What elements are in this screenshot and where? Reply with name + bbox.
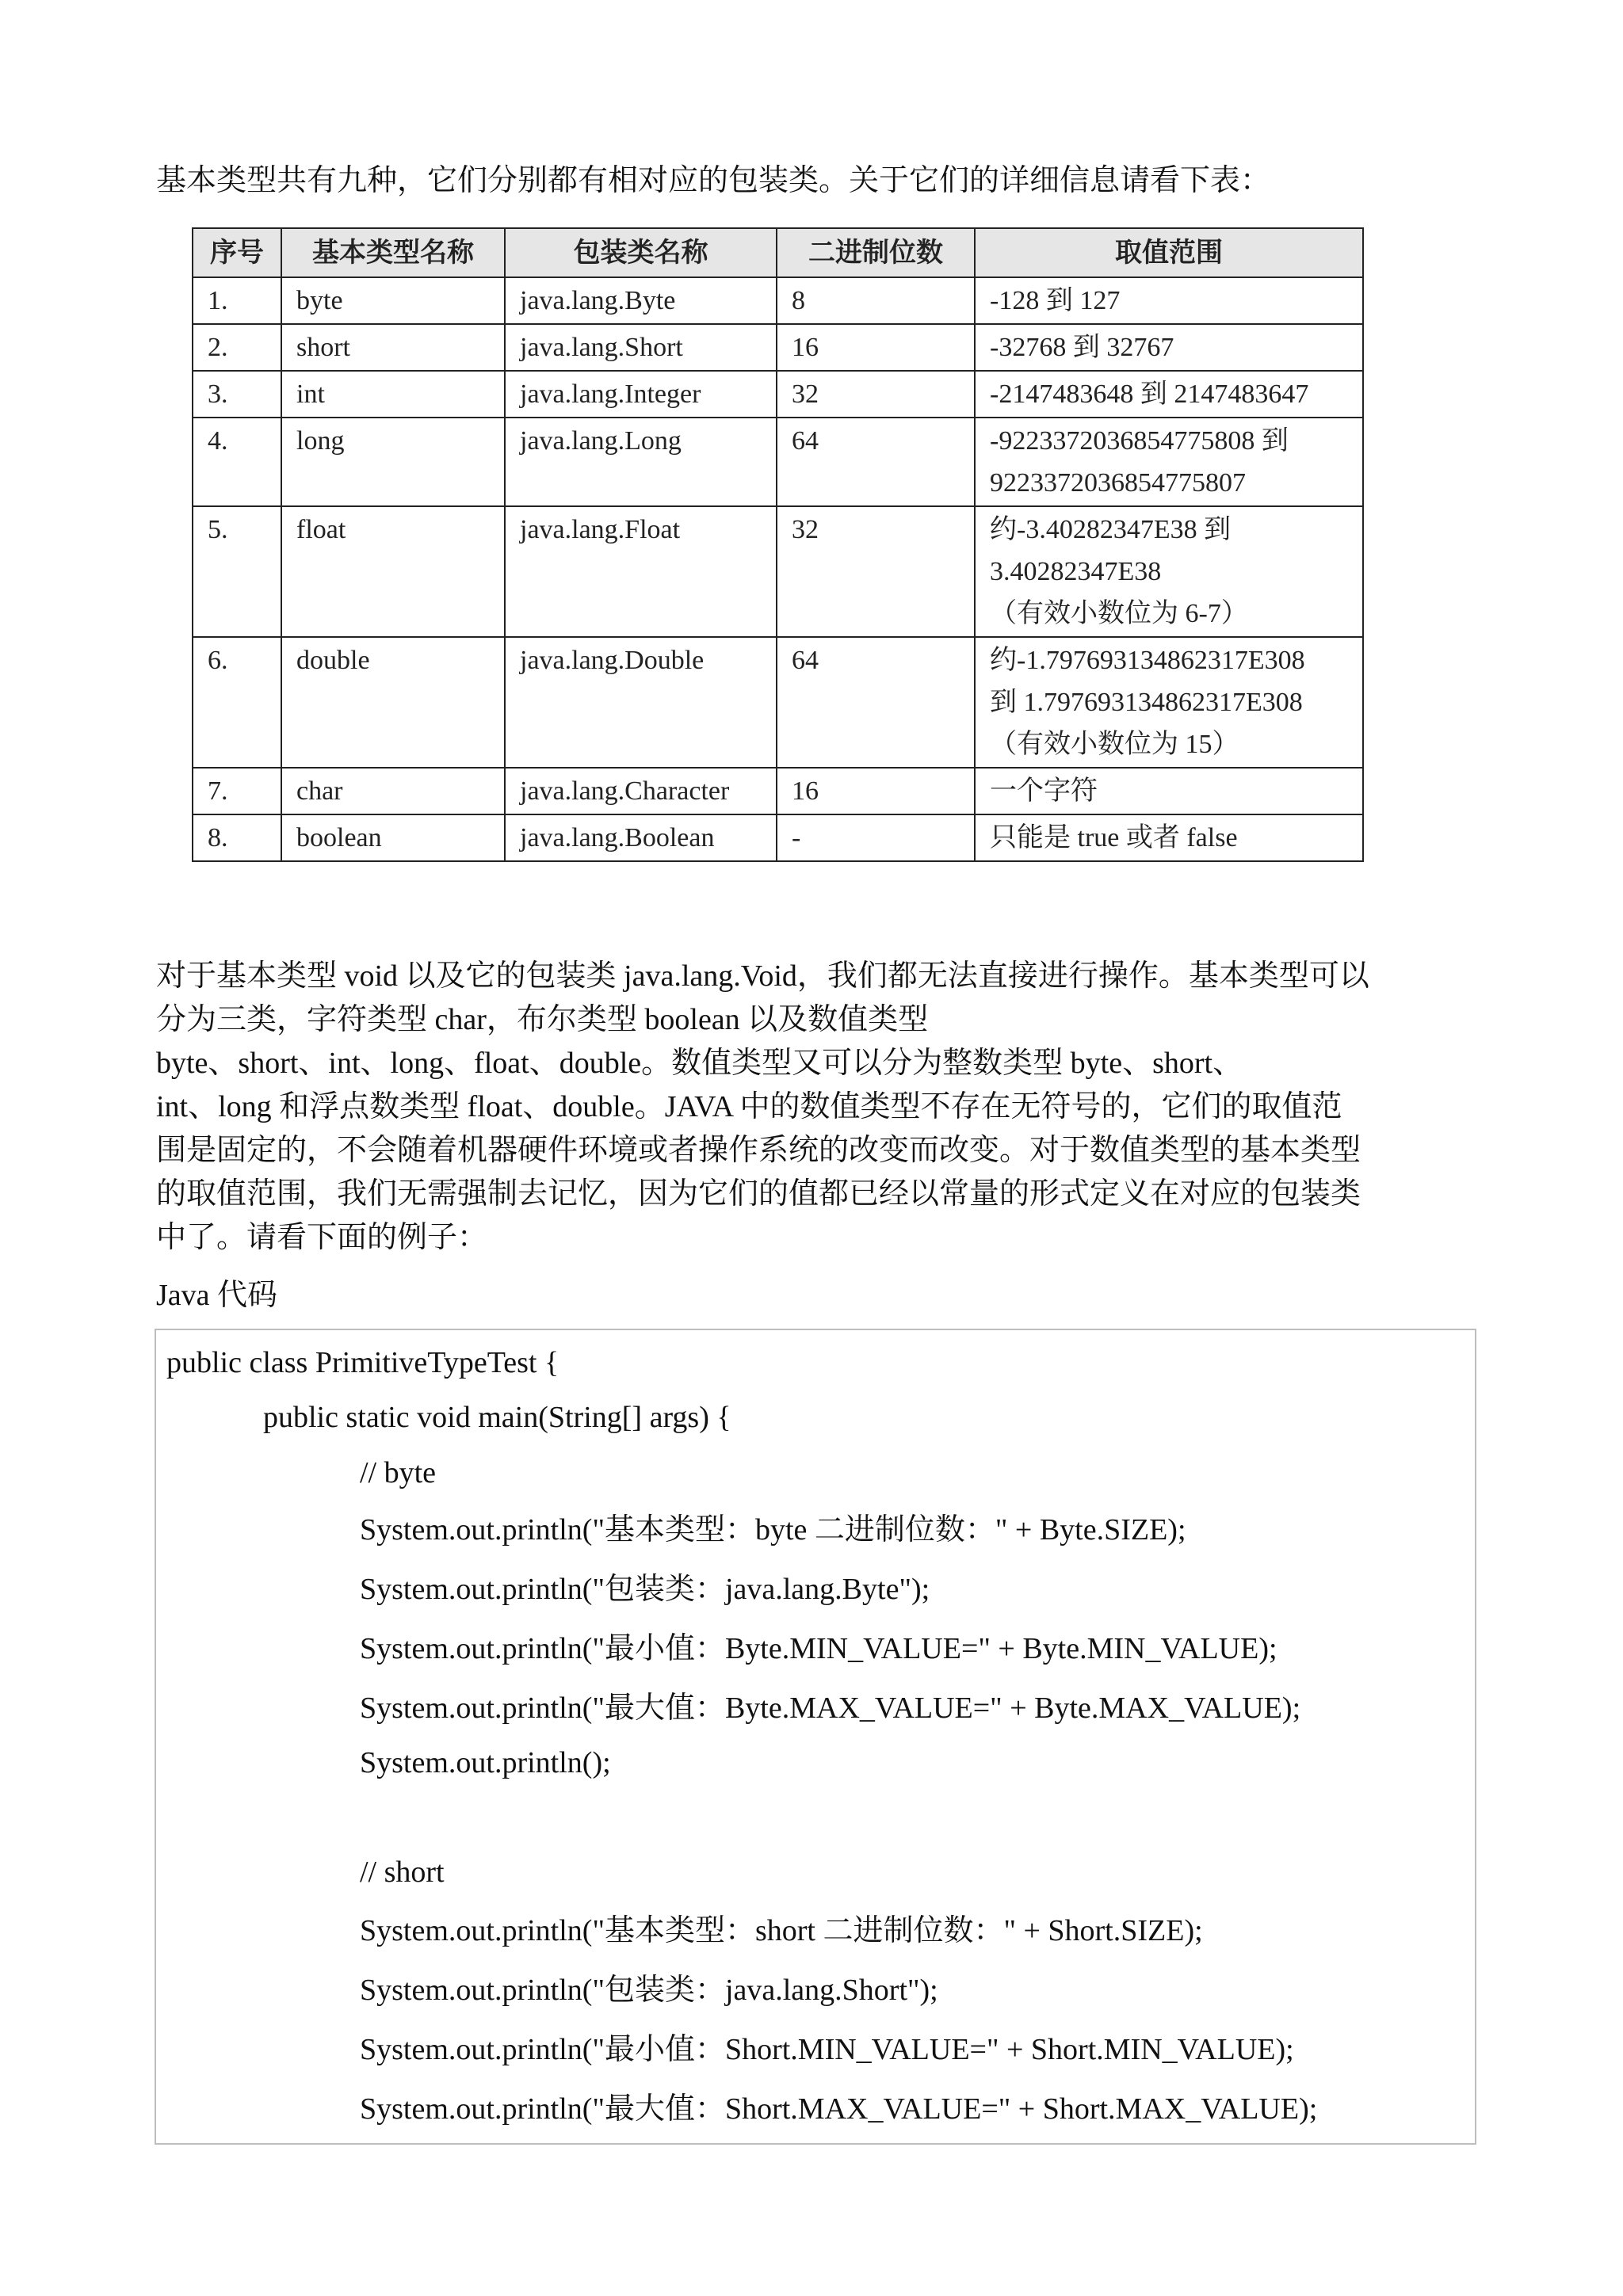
cell-range bbox=[975, 418, 1363, 506]
header-range: 取值范围 bbox=[975, 228, 1363, 277]
code-line: // short bbox=[360, 1855, 445, 1889]
cell-type: byte bbox=[281, 277, 505, 324]
cell-type: boolean bbox=[281, 814, 505, 861]
table-row bbox=[193, 277, 1363, 324]
paragraph-line: byte、short、int、long、float、double。数值类型又可以分为整数类型 byte、short、 bbox=[156, 1047, 1243, 1080]
cell-type: short bbox=[281, 324, 505, 371]
cell-wrapper: java.lang.Long bbox=[505, 418, 777, 506]
code-line: System.out.println("基本类型：byte 二进制位数：" + Byte.SIZE); bbox=[360, 1513, 1186, 1547]
cell-range bbox=[975, 814, 1363, 861]
cell-range bbox=[975, 324, 1363, 371]
cell-no: 1. bbox=[193, 277, 281, 324]
cell-range bbox=[975, 277, 1363, 324]
intro-text: 基本类型共有九种，它们分别都有相对应的包装类。关于它们的详细信息请看下表： bbox=[156, 164, 1271, 197]
header-type: 基本类型名称 bbox=[281, 228, 505, 277]
code-line: public class PrimitiveTypeTest { bbox=[166, 1346, 559, 1379]
paragraph-line: int、long 和浮点数类型 float、double。JAVA 中的数值类型不存在无符号的，它们的取值范 bbox=[156, 1090, 1342, 1123]
code-line: System.out.println("最大值：Byte.MAX_VALUE=" + Byte.MAX_VALUE); bbox=[360, 1691, 1301, 1725]
cell-bits: 32 bbox=[777, 506, 975, 637]
table-header-row bbox=[193, 228, 1363, 277]
cell-type: double bbox=[281, 637, 505, 768]
cell-range bbox=[975, 506, 1363, 637]
range-line: -32768 到 32767 bbox=[990, 333, 1174, 362]
range-line: 约-1.797693134862317E308 bbox=[990, 646, 1305, 675]
cell-wrapper: java.lang.Integer bbox=[505, 371, 777, 418]
header-bits: 二进制位数 bbox=[777, 228, 975, 277]
paragraph-line: 分为三类，字符类型 char，布尔类型 boolean 以及数值类型 bbox=[156, 1003, 929, 1036]
table-row bbox=[193, 371, 1363, 418]
cell-no: 3. bbox=[193, 371, 281, 418]
code-line: System.out.println(); bbox=[360, 1746, 611, 1779]
range-line: 一个字符 bbox=[990, 776, 1098, 806]
code-line: // byte bbox=[360, 1456, 437, 1489]
table-row bbox=[193, 324, 1363, 371]
cell-type: int bbox=[281, 371, 505, 418]
code-block bbox=[155, 1329, 1476, 2145]
cell-type: long bbox=[281, 418, 505, 506]
cell-bits: - bbox=[777, 814, 975, 861]
code-line: System.out.println("最小值：Byte.MIN_VALUE=" + Byte.MIN_VALUE); bbox=[360, 1632, 1277, 1665]
table-row bbox=[193, 814, 1363, 861]
description-paragraph bbox=[156, 955, 1480, 1260]
cell-bits: 32 bbox=[777, 371, 975, 418]
code-line: System.out.println("包装类：java.lang.Byte"); bbox=[360, 1573, 930, 1606]
range-line: 约-3.40282347E38 到 bbox=[990, 515, 1232, 544]
code-line: public static void main(String[] args) { bbox=[263, 1401, 731, 1434]
cell-no: 7. bbox=[193, 768, 281, 814]
cell-no: 4. bbox=[193, 418, 281, 506]
table-row bbox=[193, 506, 1363, 637]
range-line: 3.40282347E38 bbox=[990, 557, 1162, 586]
range-line: 只能是 true 或者 false bbox=[990, 823, 1238, 852]
cell-wrapper: java.lang.Float bbox=[505, 506, 777, 637]
paragraph-line: 对于基本类型 void 以及它的包装类 java.lang.Void，我们都无法直接进行操作。基本类型可以 bbox=[156, 959, 1369, 993]
range-line: 到 1.797693134862317E308 bbox=[990, 688, 1303, 717]
cell-bits: 8 bbox=[777, 277, 975, 324]
code-line: System.out.println("最小值：Short.MIN_VALUE=" + Short.MIN_VALUE); bbox=[360, 2033, 1294, 2066]
range-line: （有效小数位为 6-7） bbox=[990, 599, 1248, 628]
code-line: System.out.println("基本类型：short 二进制位数：" + Short.SIZE); bbox=[360, 1914, 1203, 1947]
cell-range bbox=[975, 637, 1363, 768]
cell-type: char bbox=[281, 768, 505, 814]
header-wrapper: 包装类名称 bbox=[505, 228, 777, 277]
cell-range bbox=[975, 768, 1363, 814]
cell-no: 6. bbox=[193, 637, 281, 768]
range-line: -9223372036854775808 到 bbox=[990, 426, 1289, 456]
paragraph-line: 中了。请看下面的例子： bbox=[156, 1221, 488, 1254]
range-line: -128 到 127 bbox=[990, 286, 1121, 315]
table-row bbox=[193, 637, 1363, 768]
range-line: 9223372036854775807 bbox=[990, 468, 1246, 498]
cell-wrapper: java.lang.Character bbox=[505, 768, 777, 814]
paragraph-line: 围是固定的，不会随着机器硬件环境或者操作系统的改变而改变。对于数值类型的基本类型 bbox=[156, 1134, 1361, 1167]
code-line: System.out.println("包装类：java.lang.Short"); bbox=[360, 1974, 938, 2007]
cell-no: 2. bbox=[193, 324, 281, 371]
cell-bits: 16 bbox=[777, 324, 975, 371]
cell-no: 8. bbox=[193, 814, 281, 861]
table-row bbox=[193, 768, 1363, 814]
cell-wrapper: java.lang.Double bbox=[505, 637, 777, 768]
range-line: （有效小数位为 15） bbox=[990, 730, 1239, 759]
table-row bbox=[193, 418, 1363, 506]
cell-wrapper: java.lang.Boolean bbox=[505, 814, 777, 861]
cell-range bbox=[975, 371, 1363, 418]
cell-bits: 64 bbox=[777, 418, 975, 506]
primitive-types-table bbox=[192, 227, 1364, 862]
cell-type: float bbox=[281, 506, 505, 637]
code-label: Java 代码 bbox=[156, 1279, 278, 1312]
paragraph-line: 的取值范围，我们无需强制去记忆，因为它们的值都已经以常量的形式定义在对应的包装类 bbox=[156, 1177, 1361, 1211]
cell-bits: 16 bbox=[777, 768, 975, 814]
header-no: 序号 bbox=[193, 228, 281, 277]
cell-bits: 64 bbox=[777, 637, 975, 768]
cell-wrapper: java.lang.Short bbox=[505, 324, 777, 371]
code-line: System.out.println("最大值：Short.MAX_VALUE=" + Short.MAX_VALUE); bbox=[360, 2092, 1318, 2126]
cell-wrapper: java.lang.Byte bbox=[505, 277, 777, 324]
cell-no: 5. bbox=[193, 506, 281, 637]
range-line: -2147483648 到 2147483647 bbox=[990, 379, 1309, 409]
